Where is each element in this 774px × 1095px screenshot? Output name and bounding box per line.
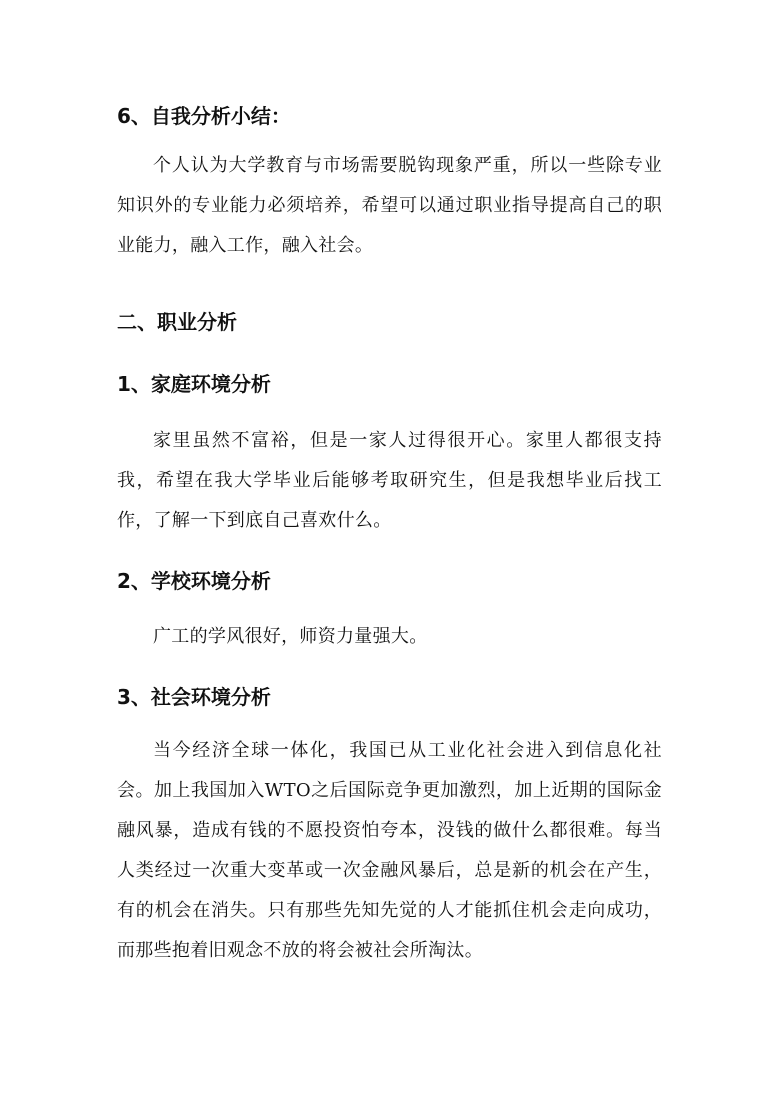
- heading-social-environment: 3、社会环境分析: [117, 685, 271, 709]
- heading-career-analysis: 二、职业分析: [117, 310, 237, 334]
- paragraph-family-environment: 家里虽然不富裕，但是一家人过得很开心。家里人都很支持我，希望在我大学毕业后能够考取研究生，但是我想毕业后找工作，了解一下到底自己喜欢什么。: [117, 430, 662, 531]
- paragraph-school-environment: 广工的学风很好，师资力量强大。: [153, 626, 428, 647]
- paragraph-self-summary: 个人认为大学教育与市场需要脱钩现象严重，所以一些除专业知识外的专业能力必须培养，希望可以通过职业指导提高自己的职业能力，融入工作，融入社会。: [117, 155, 662, 256]
- heading-family-environment: 1、家庭环境分析: [117, 372, 271, 396]
- paragraph-social-environment: 当今经济全球一体化，我国已从工业化社会进入到信息化社会。加上我国加入WTO之后国际竞争更加激烈，加上近期的国际金融风暴，造成有钱的不愿投资怕夸本，没钱的做什么都很难。每当人类经过一次重大变革或一次金融风暴后，总是新的机会在产生，有的机会在消失。只有那些先知先觉的人才能抓住机会走向成功，而那些抱着旧观念不放的将会被社会所淘汰。: [117, 740, 662, 961]
- heading-self-summary: 6、自我分析小结：: [117, 104, 291, 128]
- heading-school-environment: 2、学校环境分析: [117, 569, 271, 593]
